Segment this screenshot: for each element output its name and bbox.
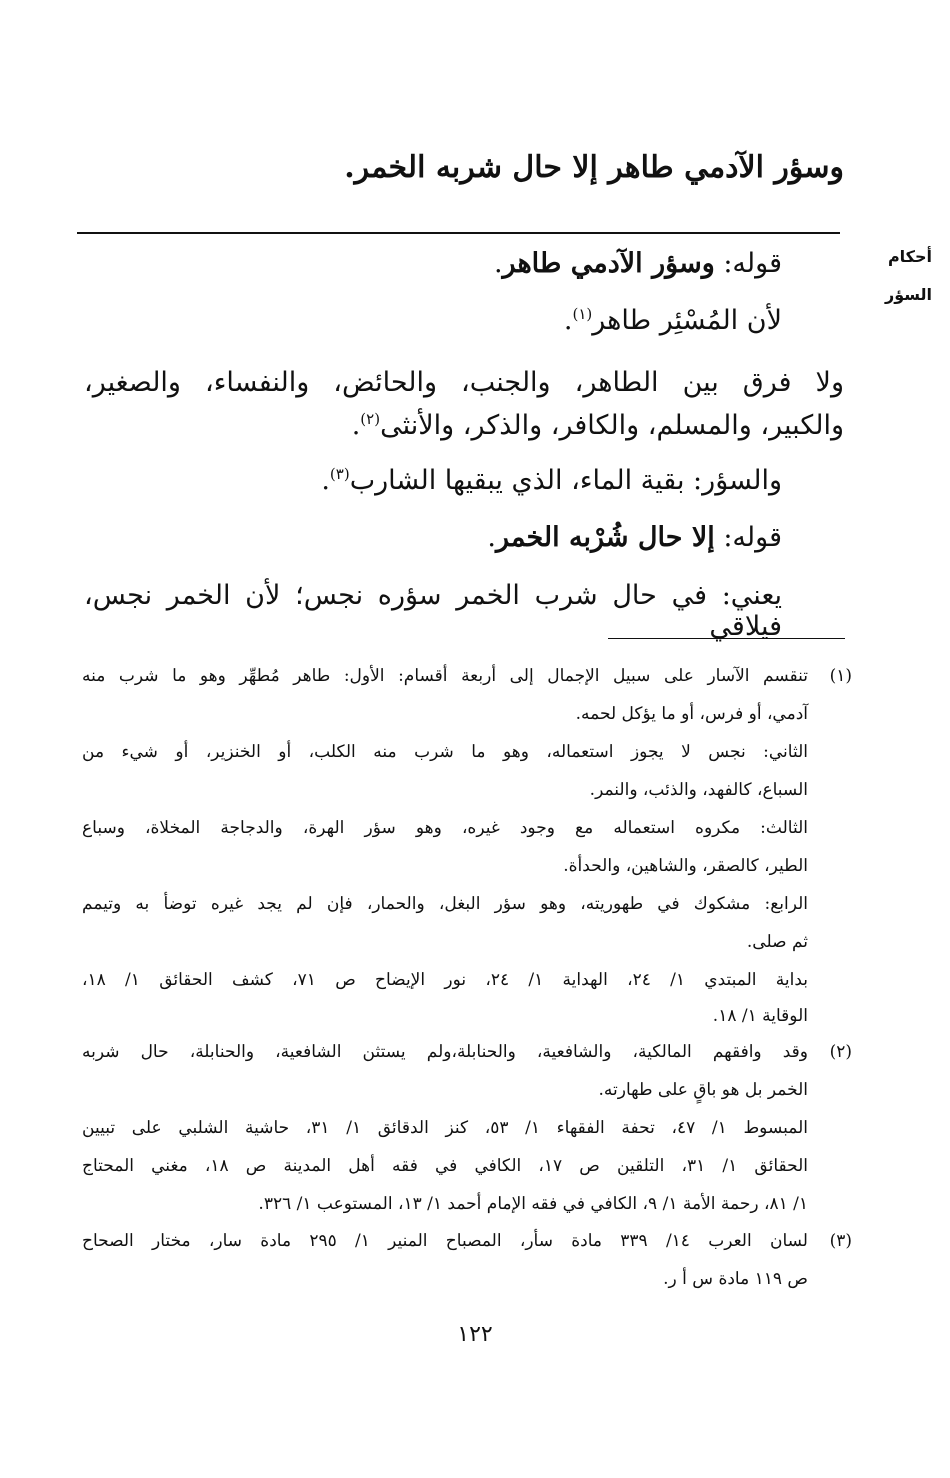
body-text: ولا فرق بين الطاهر، والجنب، والحائض، والنفساء، والصغير،	[84, 367, 844, 398]
body-text: والسؤر: بقية الماء، الذي يبقيها الشارب	[349, 465, 782, 496]
body-line-2	[564, 305, 782, 336]
quote-bold: وسؤر الآدمي طاهر	[502, 248, 715, 279]
footnote-1-line-9: بداية المبتدي ١/ ٢٤، الهداية ١/ ٢٤، نور الإيضاح ص ٧١، كشف الحقائق ١/ ١٨،	[82, 970, 808, 990]
header-rule	[77, 232, 840, 234]
footnote-1-line-7: الرابع: مشكوك في طهوريته، وهو سؤر البغل، والحمار، فإن لم يجد غيره توضأ به وتيمم	[82, 894, 808, 914]
quote-prefix: قوله:	[714, 248, 782, 279]
quote-prefix: قوله:	[714, 522, 782, 553]
body-line-1	[494, 248, 782, 279]
footnote-1-line-2: آدمي، أو فرس، أو ما يؤكل لحمه.	[575, 704, 808, 724]
footnote-number-1: (١)	[829, 666, 852, 686]
footnote-number-2: (٢)	[829, 1042, 852, 1062]
punct: .	[351, 410, 361, 441]
punct: .	[321, 465, 330, 496]
body-line-4	[352, 410, 844, 441]
footnote-1-line-5: الثالث: مكروه استعماله مع وجود غيره، وهو سؤر الهرة، والدجاجة المخلاة، وسباع	[82, 818, 808, 838]
footnote-1-line-8: ثم صلى.	[746, 932, 808, 952]
footnote-ref-3[interactable]: (٣)	[329, 465, 350, 483]
footnote-1-line-4: السباع، كالفهد، والذئب، والنمر.	[589, 780, 808, 800]
footnote-1-line-10: الوقاية ١/ ١٨.	[712, 1006, 808, 1026]
page-number: ١٢٢	[457, 1322, 493, 1347]
footnote-ref-1[interactable]: (١)	[572, 305, 593, 323]
quote-bold: إلا حال شُرْبه الخمر	[495, 522, 715, 553]
body-line-5	[321, 465, 782, 496]
footnote-3-line-1: لسان العرب ١٤/ ٣٣٩ مادة سأر، المصباح المنير ١/ ٢٩٥ مادة سار، مختار الصحاح	[82, 1231, 808, 1251]
body-line-3	[84, 367, 844, 398]
sidebar-heading-line2: السؤر	[884, 285, 932, 304]
footnote-2-line-3: المبسوط ١/ ٤٧، تحفة الفقهاء ١/ ٥٣، كنز الدقائق ١/ ٣١، حاشية الشلبي على تبيين	[82, 1118, 808, 1138]
punct: .	[487, 522, 496, 553]
footnote-2-line-1: وقد وافقهم المالكية، والشافعية، والحنابلة،ولم يستثن الشافعية، والحنابلة، حال شربه	[82, 1042, 808, 1062]
punct: .	[563, 305, 573, 336]
body-text: والكبير، والمسلم، والكافر، والذكر، والأنثى	[380, 410, 844, 441]
footnote-2-line-2: الخمر بل هو باقٍ على طهارته.	[598, 1080, 808, 1100]
footnote-2-line-5: ١/ ٨١، رحمة الأمة ١/ ٩، الكافي في فقه الإمام أحمد ١/ ١٣، المستوعب ١/ ٣٢٦.	[258, 1194, 808, 1214]
body-text: لأن المُسْئِر طاهر	[592, 305, 782, 336]
footnote-1-line-1: تنقسم الآسار على سبيل الإجمال إلى أربعة أقسام: الأول: طاهر مُطهِّر وهو ما شرب منه	[82, 666, 808, 686]
footnote-1-line-6: الطير، كالصقر، والشاهين، والحدأة.	[563, 856, 808, 876]
footnote-2-line-4: الحقائق ١/ ٣١، التلقين ص ١٧، الكافي في فقه أهل المدينة ص ١٨، مغني المحتاج	[82, 1156, 808, 1176]
footnote-ref-2[interactable]: (٢)	[360, 410, 381, 428]
sidebar-heading-line1: أحكام	[887, 247, 932, 266]
body-line-6	[487, 522, 782, 553]
footnote-rule	[608, 638, 845, 639]
punct: .	[493, 248, 503, 279]
footnote-1-line-3: الثاني: نجس لا يجوز استعماله، وهو ما شرب منه الكلب، أو الخنزير، أو شيء من	[82, 742, 808, 762]
footnote-number-3: (٣)	[829, 1231, 852, 1251]
footnote-3-line-2: ص ١١٩ مادة س أ ر.	[663, 1269, 808, 1289]
body-text: يعني: في حال شرب الخمر سؤره نجس؛ لأن الخمر نجس، فيلاقي	[84, 580, 782, 642]
body-line-7	[84, 580, 782, 642]
page-header: وسؤر الآدمي طاهر إلا حال شربه الخمر.	[344, 150, 844, 185]
